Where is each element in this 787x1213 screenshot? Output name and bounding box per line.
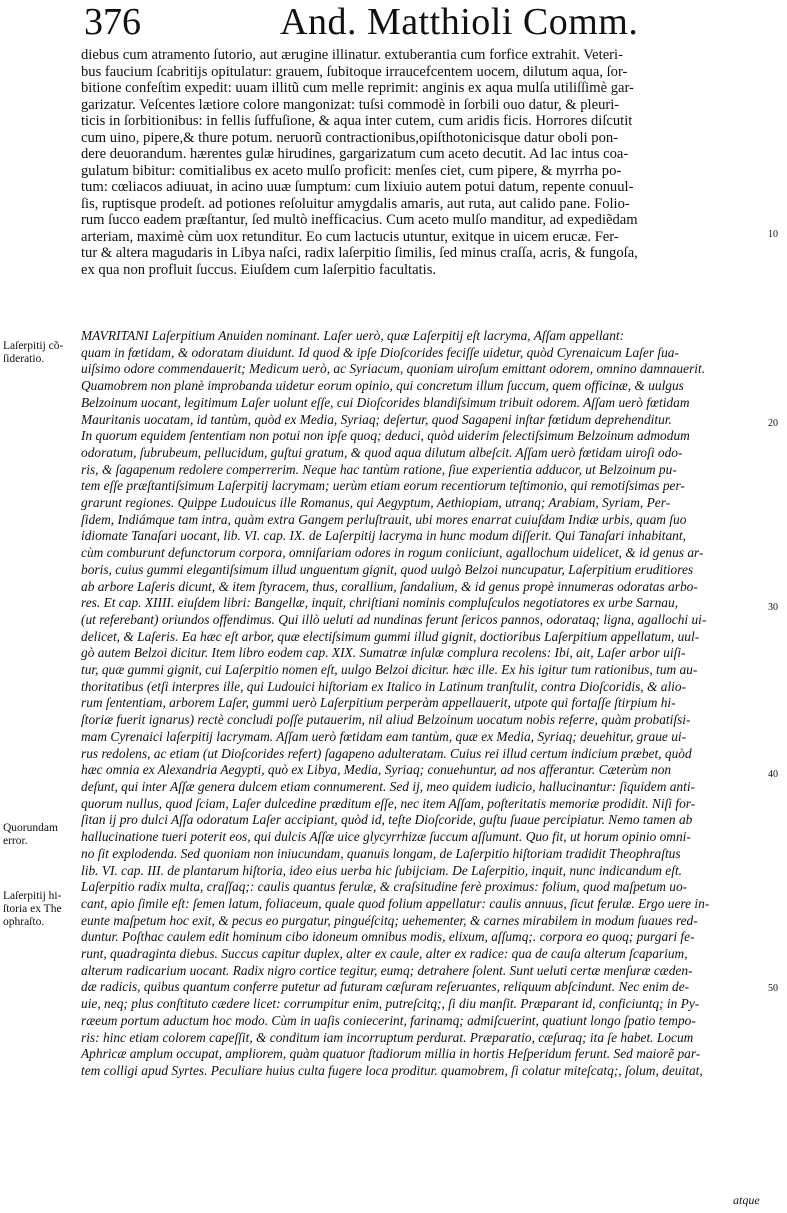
text-line: thoritatibus (etſi interpres ille, qui Ludouici hiſtoriam ex Italico in Latinum tranſtulit, contra Dioſcoridis, & alio- (81, 678, 687, 694)
margin-note-line: ſtoria ex The (3, 903, 62, 915)
margin-note-laserpitij-consideratio (3, 340, 79, 366)
line-number: 10 (768, 229, 778, 240)
text-line: ræeum portum aductum hoc modo. Cùm in uaſis coniecerint, farinamq; admiſcuerint, quatiunt longo ſpatio tempo- (81, 1012, 696, 1028)
text-line: ſis, ruptisque prodeſt. ad potiones reſoluitur amygdalis amaris, aut ruta, aut calido pane. Folio- (81, 195, 630, 212)
text-line: grarunt regiones. Quippe Ludouicus ille Romanus, qui Aegyptum, Aethiopiam, utranq; Arabiam, Syriam, Per- (81, 495, 671, 511)
text-line: deſunt, qui inter Aſſæ genera dulcem etiam connumerent. Sed ij, meo quidem iudicio, hallucinantur: ſiquidem anti- (81, 778, 696, 794)
text-line: odoratum, ſubrubeum, pellucidum, guſtui gratum, & quod aqua dilutum albeſcit. Aſſam uerò fœtidam uiroſi odo- (81, 444, 683, 460)
text-line: quam in fœtidam, & odoratam diuidunt. Id quod & ipſe Dioſcorides feciſſe uidetur, quòd Cyrenaicum Laſer ſua- (81, 344, 679, 360)
text-line: quorum nullus, quod ſciam, Laſer dulcedine præditum eſſe, nec item Aſſam, poſteritatis memoriæ prodidit. Niſi for- (81, 795, 696, 811)
text-line: tum: cœliacos adiuuat, in acino uuæ ſumptum: cum lixiuio autem potui datum, repente conuul- (81, 179, 634, 195)
text-line: boris, cuius gummi elegantiſsimum illud unguentum gignit, quod uulgò Belzoi nuncupatur, Laſerpitium eruditiores (81, 561, 694, 577)
text-line: Belzoinum uocant, legitimum Laſer uolunt eſſe, cui Dioſcorides blandiſsimum tribuit odorem. Aſſam uerò fœtidam (81, 394, 690, 410)
text-line: dere deuorandum. hærentes gulæ hirudines, gargarizatum cum aceto decutit. Ad lac intus coa- (81, 146, 629, 162)
text-line: ſitan ij pro dulci Aſſa odoratum Laſer accipiant, quòd id, teſte Dioſcoride, guſtu ſuaue percipiatur. Nemo tamen ab (81, 812, 693, 828)
text-line: uiſsimo odore commendauerit; Medicum uerò, ac Syriacum, quoniam uiroſum emittant odorem, omnino damnauerit. (81, 361, 706, 377)
text-line: diebus cum atramento ſutorio, aut ærugine illinatur. extuberantia cum forfice extrahit. Veteri- (81, 47, 623, 63)
text-line: bitione confeſtim expedit: uuam illitũ cum melle reprimit: anginis ex aqua mulſa utiliſſimè gar- (81, 80, 634, 96)
text-line: cum uino, pipere,& thure potum. neruorũ contractionibus,opiſthotonicisque datur oboli pon- (81, 129, 619, 146)
text-line: (ut referebant) oriundos offendimus. Qui illò ueluti ad nundinas ferunt ſericos pannos, odorataq; ligna, agallochi ui- (81, 611, 707, 627)
text-line: alterum radicarium uocant. Radix nigro cortice tegitur, eumq; detrahere ſolent. Sunt ueluti certæ menſuræ cæden- (81, 962, 693, 978)
margin-note-line: Laſerpitij hi- (3, 890, 62, 902)
text-line: rum ſucco eadem præſtantur, ſed multò inefficacius. Cum aceto mulſo manditur, ad expediẽdam (81, 212, 638, 228)
text-line: garizatur. Veſcentes lætiore colore mangonizat: tuſsi commodè in ſorbili ouo datur, & pleuri- (81, 96, 620, 113)
text-line: Laſerpitio radix multa, craſſaq;: caulis quantus ferulæ, & craſsitudine ferè proximus: folium, quod maſpetum uo- (81, 879, 688, 895)
text-line: Aphricæ amplum occupat, ampliorem, quàm quatuor ſtadiorum millia in hortis Heſperidum ferunt. Sed maiorẽ par- (81, 1046, 701, 1062)
text-line: hallucinatione tueri poterit eos, qui dulcis Aſſæ uice glycyrrhizæ ſuccum aſſumunt. Quo fit, ut horum opinio omni- (81, 829, 691, 845)
text-line: no ſit explodenda. Sed quoniam non iniucundam, quanuis longam, de Laſerpitio hiſtoriam tradidit Theophraſtus (81, 845, 681, 861)
catchword: atque (733, 1193, 760, 1207)
text-line: gulatum bibitur: comitialibus ex aceto mulſo proficit: menſes ciet, cum pipere, & myrrha po- (81, 162, 622, 179)
text-line: tur, quæ gummi gignit, cui Laſerpitio nomen eſt, uulgo Belzoi dicitur. hæc ille. Ex his igitur tum rationibus, tum au- (81, 662, 698, 678)
text-line: ris: hinc etiam colorem capeſſit, & conditum iam incorruptum perdurat. Præparatio, cæſuraq; ita ſe habet. Locum (81, 1029, 694, 1045)
page-number: 376 (84, 1, 141, 43)
text-line: hæc omnia ex Alexandria Aegypti, quò ex Libya, Media, Syriaq; conuehuntur, ad nos afferantur. Cæterùm non (81, 762, 672, 778)
text-line: rum ſententiam, arborem Laſer, gummi uerò Laſerpitium perperàm appellauerit, utpote qui fortaſſe ſtirpium hi- (81, 695, 676, 711)
running-header (22, 0, 772, 44)
text-line: delicet, & Laſeris. Ea hæc eſt arbor, quæ electiſsimum gummi illud gignit, doctioribus Laſerpitium appellatum, uul- (81, 628, 700, 644)
text-line: bus faucium ſcabritijs opitulatur: grauem, ſubitoque irraucefcentem uocem, dilutum aqua, ſor- (81, 63, 628, 80)
text-line: ſidem, Indiámque tam intra, quàm extra Gangem perluſtrauit, ubi mores enarrat cuiuſdam Indiæ urbis, quam ſuo (81, 511, 687, 527)
margin-note-line: Laſerpitij cõ- (3, 340, 64, 352)
margin-note-quorundam-error (3, 822, 79, 848)
line-number: 30 (768, 602, 778, 613)
text-line: ſtoriæ fuerit ignarus) rectè concludi poſſe putauerim, nil aliud Belzoinum uocatum nobis referre, quàm probatiſsi- (81, 712, 691, 728)
text-line: res. Et cap. XIIII. eiuſdem libri: Bangellæ, inquit, chriſtiani nominis compluſculos negotiatores ex urbe Sarnau, (81, 595, 679, 611)
text-line: rus redolens, ac etiam (ut Dioſcorides refert) ſagapeno adulteratam. Cuius rei illud certum indicium præbet, quòd (81, 745, 692, 761)
text-line: lib. VI. cap. III. de plantarum hiſtoria, ideo eius uerba hic ſubijciam. De Laſerpitio, inquit, nunc indicandum eſt. (81, 862, 683, 878)
margin-note-line: ophraſto. (3, 916, 45, 928)
line-number: 50 (768, 983, 778, 994)
line-number: 40 (768, 769, 778, 780)
text-line: ticis in ſorbitionibus: in fellis ſuffuſione, & aqua inter cutem, cum aridis ficis. Horrores diſcutit (81, 113, 633, 129)
text-line: tem colligi apud Syrtes. Peculiare huius culta fugere loca proditur. quamobrem, ſi colatur miteſcatq;, ſolum, deuitat, (81, 1062, 703, 1078)
text-line: cùm comburunt defunctorum corpora, omniſariam odores in rogum coniiciunt, agallochum uidelicet, & id genus ar- (81, 545, 704, 561)
text-line: idiomate Tanaſari uocant, lib. VI. cap. IX. de Laſerpitij lacryma in hunc modum diſſerit. Qui Tanaſari inhabitant, (81, 528, 686, 544)
text-line: Quamobrem non planè improbanda uidetur eorum opinio, qui concretum illum ſuccum, quem officinæ, & uulgus (81, 378, 684, 394)
text-line: runt, quadraginta diebus. Succus capitur duplex, alter ex caule, alter ex radice: qua de cauſa alterum ſcaparium, (81, 946, 688, 962)
text-line: cant, apio ſimile eſt: ſemen latum, foliaceum, quale quod folium appellatur: caulis annuus, ſicut ferulæ. Ergo uere in- (81, 895, 710, 911)
text-line: dæ radicis, quibus quantum conferre putetur ad futuram cæſuram reſeruantes, reliquum abſcindunt. Nec enim de- (81, 979, 690, 995)
margin-note-historia-theophrasto (3, 890, 79, 929)
margin-note-line: Quorundam (3, 822, 58, 834)
text-line: tem eſſe præſtantiſsimum Laſerpitij lacrymam; uerùm etiam eorum recentiorum teſtimonio, qui remotiſsimas per- (81, 478, 685, 494)
margin-note-line: error. (3, 835, 28, 847)
text-line: MAVRITANI Laſerpitium Anuiden nominant. Laſer uerò, quæ Laſerpitij eſt lacryma, Aſſam appellant: (81, 328, 625, 343)
text-line: ex qua non profluit ſuccus. Eiuſdem cum laſerpitio facultatis. (81, 261, 437, 278)
text-line: mam Cyrenaici laſerpitij lacrymam. Aſſam uerò fœtidam eam tantùm, quæ ex Media, Syriaq; deuehitur, graue ui- (81, 728, 687, 744)
text-line: uie, neq; plus conſtituto cædere licet: corrumpitur enim, putreſcitq;, ſi diu manſit. Præparant id, conficiuntq; in Py- (81, 996, 700, 1012)
text-line: ab arbore Laſeris dicunt, & item ſtyracem, thus, corallium, ſandalium, & id genus propè innumeras odoratas arbo- (81, 578, 698, 594)
margin-note-line: ſideratio. (3, 353, 45, 365)
text-line: Mauritanis uocatam, id tantùm, quòd ex Media, Syriaq; deſertur, quod Sagapeni inſtar fœtidum deprehenditur. (81, 411, 672, 427)
commentary-paragraph-2 (81, 328, 764, 1080)
line-number: 20 (768, 418, 778, 429)
text-line: arteriam, maximè cùm uox retunditur. Eo cum lactucis utuntur, exitque in uicem erucæ. Fer- (81, 228, 619, 245)
text-line: duntur. Poſthac caulem edit hominum cibo idoneum omnibus modis, elixum, aſſumq;. corpora eo quoq; purgari fe- (81, 929, 695, 945)
commentary-paragraph-1 (81, 47, 764, 278)
text-line: eunte maſpetum hoc exit, & pecus eo purgatur, pinguéſcitq; uehementer, & carnes mirabilem in modum ſuaues red- (81, 912, 698, 928)
text-line: gò autem Belzoi dicitur. Item libro eodem cap. XIX. Sumatræ inſulæ complura recolens: Ibi, ait, Laſer arbor uiſi- (81, 645, 686, 661)
text-line: ris, & ſagapenum redolere comperrerim. Neque hac tantùm ratione, ſiue experientia adducor, ut Belzoinum pu- (81, 461, 677, 477)
text-line: tur & altera magudaris in Libya naſci, radix laſerpitio ſimilis, ſed minus craſſa, acris, & fungoſa, (81, 245, 638, 261)
text-line: In quorum equidem ſententiam non potui non ipſe quoq; deduci, quòd uiderim ſelectiſsimum Belzoinum admodum (81, 428, 690, 444)
running-head: And. Matthioli Comm. (280, 1, 639, 43)
